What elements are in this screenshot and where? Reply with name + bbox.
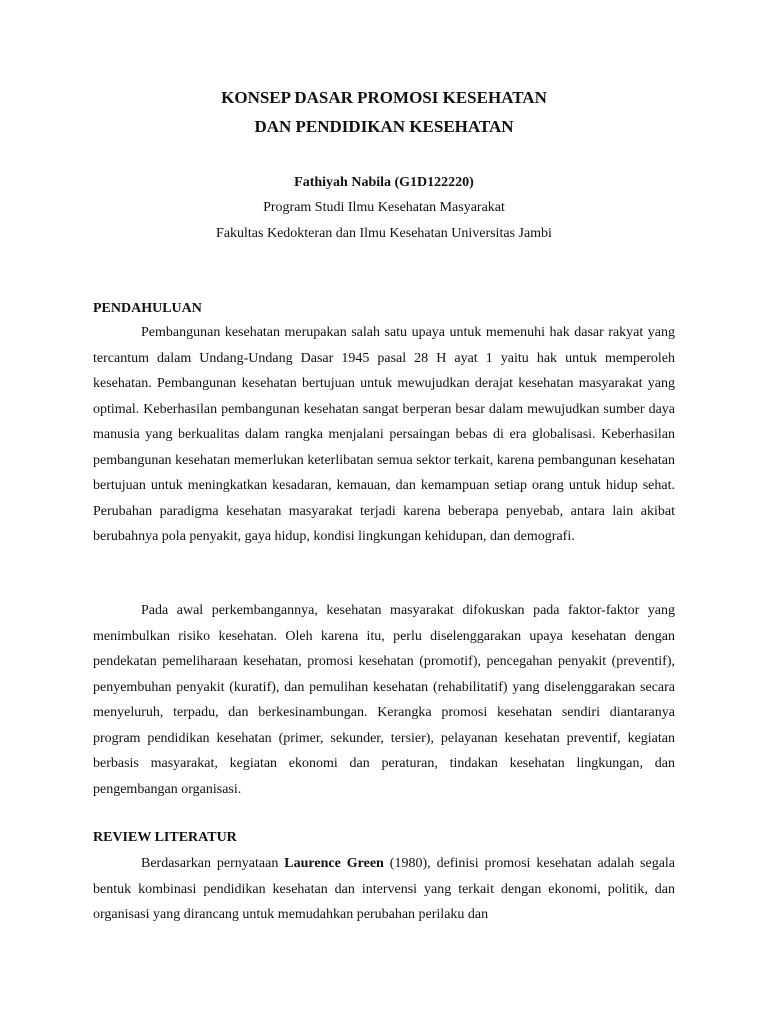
author-name: Fathiyah Nabila (G1D122220)	[294, 175, 474, 190]
faculty-name: Fakultas Kedokteran dan Ilmu Kesehatan Universitas Jambi	[216, 226, 552, 241]
paragraph-pendahuluan-2: Pada awal perkembangannya, kesehatan masyarakat difokuskan pada faktor-faktor yang menimbulkan risiko kesehatan. Oleh karena itu, perlu diselenggarakan upaya kesehatan dengan pendekatan pemeliharaan kesehatan, promosi kesehatan (promotif), pencegahan penyakit (preventif), penyembuhan penyakit (kuratif), dan pemulihan kesehatan (rehabilitatif) yang diselenggarakan secara menyeluruh, terpadu, dan berkesinambungan. Kerangka promosi kesehatan sendiri diantaranya program pendidikan kesehatan (primer, sekunder, tersier), pelayanan kesehatan preventif, kegiatan berbasis masyarakat, kegiatan ekonomi dan peraturan, tindakan kesehatan lingkungan, dan pengembangan organisasi.	[93, 603, 675, 797]
section-heading-review-literatur: REVIEW LITERATUR	[93, 830, 237, 845]
paragraph-review-literatur-1	[93, 851, 675, 928]
cited-author-name: Laurence Green	[284, 856, 384, 871]
study-program: Program Studi Ilmu Kesehatan Masyarakat	[263, 200, 505, 215]
paragraph-pendahuluan-1: Pembangunan kesehatan merupakan salah satu upaya untuk memenuhi hak dasar rakyat yang tercantum dalam Undang-Undang Dasar 1945 pasal 28 H ayat 1 yaitu hak untuk memperoleh kesehatan. Pembangunan kesehatan bertujuan untuk mewujudkan derajat kesehatan masyarakat yang optimal. Keberhasilan pembangunan kesehatan sangat berperan besar dalam mewujudkan sumber daya manusia yang berkualitas dalam rangka menjalani persaingan bebas di era globalisasi. Keberhasilan pembangunan kesehatan memerlukan keterlibatan semua sektor terkait, karena pembangunan kesehatan bertujuan untuk meningkatkan kesadaran, kemauan, dan kemampuan setiap orang untuk hidup sehat. Perubahan paradigma kesehatan masyarakat terjadi karena beberapa penyebab, antara lain akibat berubahnya pola penyakit, gaya hidup, kondisi lingkungan kehidupan, dan demografi.	[93, 325, 675, 544]
document-title-line-1: KONSEP DASAR PROMOSI KESEHATAN	[221, 88, 547, 107]
document-title-line-2: DAN PENDIDIKAN KESEHATAN	[254, 117, 514, 136]
review-text-start: Berdasarkan pernyataan	[141, 856, 285, 871]
review-text-continuation: (1980), definisi promosi kesehatan adalah segala bentuk kombinasi pendidikan kesehatan dan intervensi yang terkait dengan ekonomi, politik, dan organisasi yang dirancang untuk memudahkan perubahan perilaku dan	[93, 856, 676, 922]
section-heading-pendahuluan: PENDAHULUAN	[93, 301, 202, 316]
